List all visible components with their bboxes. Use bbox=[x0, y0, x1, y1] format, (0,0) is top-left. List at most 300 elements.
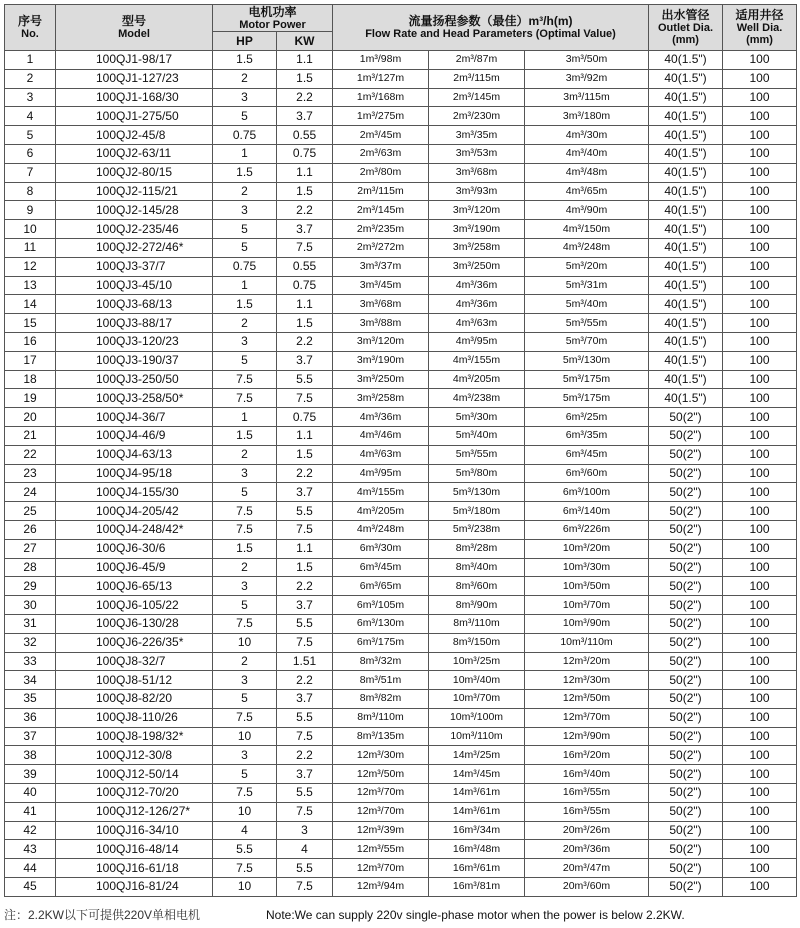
cell-hp: 2 bbox=[213, 182, 277, 201]
cell-kw: 2.2 bbox=[277, 332, 333, 351]
cell-model: 100QJ2-63/11 bbox=[56, 144, 213, 163]
cell-seq: 34 bbox=[5, 671, 56, 690]
cell-hp: 0.75 bbox=[213, 126, 277, 145]
cell-flow-1: 6m³/175m bbox=[333, 633, 429, 652]
cell-flow-1: 3m³/258m bbox=[333, 389, 429, 408]
cell-seq: 38 bbox=[5, 746, 56, 765]
cell-flow-2: 4m³/238m bbox=[429, 389, 525, 408]
table-row bbox=[5, 671, 797, 690]
cell-flow-2: 8m³/90m bbox=[429, 596, 525, 615]
cell-model: 100QJ6-65/13 bbox=[56, 577, 213, 596]
cell-hp: 7.5 bbox=[213, 370, 277, 389]
cell-flow-3: 5m³/40m bbox=[525, 295, 649, 314]
cell-flow-3: 12m³/90m bbox=[525, 727, 649, 746]
cell-flow-3: 6m³/60m bbox=[525, 464, 649, 483]
cell-model: 100QJ2-115/21 bbox=[56, 182, 213, 201]
cell-outlet: 50(2") bbox=[649, 596, 723, 615]
cell-well: 100 bbox=[723, 520, 797, 539]
cell-flow-2: 4m³/155m bbox=[429, 351, 525, 370]
cell-flow-1: 1m³/98m bbox=[333, 51, 429, 70]
cell-seq: 35 bbox=[5, 690, 56, 709]
cell-hp: 10 bbox=[213, 727, 277, 746]
cell-flow-2: 5m³/238m bbox=[429, 520, 525, 539]
footnote-cn: 注：2.2KW以下可提供220V单相电机 bbox=[4, 908, 201, 922]
cell-outlet: 50(2") bbox=[649, 784, 723, 803]
cell-model: 100QJ4-205/42 bbox=[56, 502, 213, 521]
cell-well: 100 bbox=[723, 389, 797, 408]
table-header bbox=[5, 5, 797, 51]
cell-flow-3: 3m³/115m bbox=[525, 88, 649, 107]
cell-flow-2: 10m³/70m bbox=[429, 690, 525, 709]
cell-seq: 25 bbox=[5, 502, 56, 521]
cell-outlet: 40(1.5") bbox=[649, 88, 723, 107]
cell-outlet: 40(1.5") bbox=[649, 163, 723, 182]
table-row bbox=[5, 238, 797, 257]
cell-flow-2: 4m³/63m bbox=[429, 314, 525, 333]
cell-model: 100QJ3-88/17 bbox=[56, 314, 213, 333]
table-row bbox=[5, 126, 797, 145]
cell-outlet: 50(2") bbox=[649, 426, 723, 445]
table-row bbox=[5, 257, 797, 276]
cell-flow-3: 6m³/100m bbox=[525, 483, 649, 502]
cell-flow-2: 16m³/81m bbox=[429, 878, 525, 897]
cell-kw: 1.5 bbox=[277, 558, 333, 577]
cell-well: 100 bbox=[723, 746, 797, 765]
cell-flow-1: 2m³/115m bbox=[333, 182, 429, 201]
table-row bbox=[5, 332, 797, 351]
cell-well: 100 bbox=[723, 182, 797, 201]
header-outlet-unit: (mm) bbox=[672, 34, 699, 46]
cell-flow-1: 4m³/95m bbox=[333, 464, 429, 483]
cell-hp: 1 bbox=[213, 276, 277, 295]
table-row bbox=[5, 558, 797, 577]
cell-kw: 3.7 bbox=[277, 351, 333, 370]
cell-kw: 2.2 bbox=[277, 464, 333, 483]
cell-seq: 12 bbox=[5, 257, 56, 276]
cell-outlet: 50(2") bbox=[649, 690, 723, 709]
cell-kw: 7.5 bbox=[277, 238, 333, 257]
cell-hp: 7.5 bbox=[213, 389, 277, 408]
cell-seq: 36 bbox=[5, 708, 56, 727]
footnote-en: Note:We can supply 220v single-phase motor when the power is below 2.2KW. bbox=[266, 908, 685, 922]
cell-model: 100QJ8-32/7 bbox=[56, 652, 213, 671]
cell-flow-1: 8m³/32m bbox=[333, 652, 429, 671]
cell-outlet: 40(1.5") bbox=[649, 314, 723, 333]
cell-kw: 0.55 bbox=[277, 257, 333, 276]
cell-flow-1: 3m³/37m bbox=[333, 257, 429, 276]
cell-flow-3: 5m³/31m bbox=[525, 276, 649, 295]
cell-flow-1: 12m³/39m bbox=[333, 821, 429, 840]
cell-hp: 3 bbox=[213, 464, 277, 483]
cell-well: 100 bbox=[723, 163, 797, 182]
table-row bbox=[5, 520, 797, 539]
cell-seq: 6 bbox=[5, 144, 56, 163]
cell-hp: 2 bbox=[213, 445, 277, 464]
cell-kw: 7.5 bbox=[277, 878, 333, 897]
cell-flow-2: 5m³/180m bbox=[429, 502, 525, 521]
cell-hp: 3 bbox=[213, 88, 277, 107]
cell-hp: 3 bbox=[213, 671, 277, 690]
cell-hp: 5 bbox=[213, 220, 277, 239]
cell-flow-1: 6m³/45m bbox=[333, 558, 429, 577]
cell-seq: 24 bbox=[5, 483, 56, 502]
cell-flow-2: 14m³/45m bbox=[429, 765, 525, 784]
cell-outlet: 50(2") bbox=[649, 483, 723, 502]
table-row bbox=[5, 408, 797, 427]
cell-hp: 7.5 bbox=[213, 614, 277, 633]
cell-seq: 33 bbox=[5, 652, 56, 671]
cell-model: 100QJ16-81/24 bbox=[56, 878, 213, 897]
cell-outlet: 50(2") bbox=[649, 765, 723, 784]
cell-outlet: 40(1.5") bbox=[649, 144, 723, 163]
table-row bbox=[5, 878, 797, 897]
cell-outlet: 40(1.5") bbox=[649, 276, 723, 295]
cell-model: 100QJ6-30/6 bbox=[56, 539, 213, 558]
cell-flow-2: 5m³/55m bbox=[429, 445, 525, 464]
cell-seq: 43 bbox=[5, 840, 56, 859]
cell-model: 100QJ3-37/7 bbox=[56, 257, 213, 276]
table-row bbox=[5, 708, 797, 727]
cell-outlet: 50(2") bbox=[649, 408, 723, 427]
table-row bbox=[5, 445, 797, 464]
cell-well: 100 bbox=[723, 727, 797, 746]
cell-hp: 0.75 bbox=[213, 257, 277, 276]
cell-flow-3: 3m³/180m bbox=[525, 107, 649, 126]
cell-seq: 27 bbox=[5, 539, 56, 558]
table-row bbox=[5, 746, 797, 765]
cell-seq: 31 bbox=[5, 614, 56, 633]
cell-seq: 30 bbox=[5, 596, 56, 615]
cell-well: 100 bbox=[723, 840, 797, 859]
table-row bbox=[5, 201, 797, 220]
cell-model: 100QJ16-48/14 bbox=[56, 840, 213, 859]
cell-flow-2: 4m³/95m bbox=[429, 332, 525, 351]
header-seq-en: No. bbox=[21, 28, 39, 40]
cell-model: 100QJ12-126/27* bbox=[56, 802, 213, 821]
cell-seq: 8 bbox=[5, 182, 56, 201]
cell-flow-2: 2m³/87m bbox=[429, 51, 525, 70]
cell-flow-2: 3m³/93m bbox=[429, 182, 525, 201]
cell-outlet: 40(1.5") bbox=[649, 257, 723, 276]
cell-hp: 1.5 bbox=[213, 163, 277, 182]
cell-flow-2: 5m³/80m bbox=[429, 464, 525, 483]
table-row bbox=[5, 614, 797, 633]
cell-flow-3: 5m³/130m bbox=[525, 351, 649, 370]
cell-flow-3: 4m³/248m bbox=[525, 238, 649, 257]
cell-model: 100QJ4-46/9 bbox=[56, 426, 213, 445]
cell-hp: 1.5 bbox=[213, 426, 277, 445]
cell-model: 100QJ3-190/37 bbox=[56, 351, 213, 370]
cell-seq: 37 bbox=[5, 727, 56, 746]
cell-flow-2: 10m³/40m bbox=[429, 671, 525, 690]
cell-well: 100 bbox=[723, 558, 797, 577]
cell-outlet: 40(1.5") bbox=[649, 107, 723, 126]
cell-seq: 4 bbox=[5, 107, 56, 126]
cell-flow-2: 2m³/145m bbox=[429, 88, 525, 107]
cell-well: 100 bbox=[723, 596, 797, 615]
cell-well: 100 bbox=[723, 652, 797, 671]
table-row bbox=[5, 144, 797, 163]
cell-seq: 42 bbox=[5, 821, 56, 840]
cell-well: 100 bbox=[723, 483, 797, 502]
cell-seq: 17 bbox=[5, 351, 56, 370]
cell-hp: 5 bbox=[213, 483, 277, 502]
cell-flow-1: 12m³/50m bbox=[333, 765, 429, 784]
cell-seq: 19 bbox=[5, 389, 56, 408]
cell-well: 100 bbox=[723, 765, 797, 784]
cell-kw: 5.5 bbox=[277, 784, 333, 803]
cell-seq: 3 bbox=[5, 88, 56, 107]
cell-flow-2: 5m³/130m bbox=[429, 483, 525, 502]
cell-well: 100 bbox=[723, 408, 797, 427]
cell-well: 100 bbox=[723, 220, 797, 239]
cell-flow-3: 4m³/40m bbox=[525, 144, 649, 163]
cell-well: 100 bbox=[723, 464, 797, 483]
cell-kw: 0.75 bbox=[277, 408, 333, 427]
cell-flow-2: 10m³/25m bbox=[429, 652, 525, 671]
cell-outlet: 50(2") bbox=[649, 539, 723, 558]
cell-seq: 15 bbox=[5, 314, 56, 333]
cell-hp: 7.5 bbox=[213, 520, 277, 539]
cell-hp: 10 bbox=[213, 633, 277, 652]
cell-flow-2: 2m³/230m bbox=[429, 107, 525, 126]
cell-flow-1: 2m³/80m bbox=[333, 163, 429, 182]
cell-flow-1: 2m³/63m bbox=[333, 144, 429, 163]
cell-flow-3: 20m³/47m bbox=[525, 859, 649, 878]
cell-well: 100 bbox=[723, 351, 797, 370]
cell-hp: 3 bbox=[213, 332, 277, 351]
cell-hp: 5 bbox=[213, 690, 277, 709]
cell-flow-2: 3m³/35m bbox=[429, 126, 525, 145]
cell-flow-3: 4m³/150m bbox=[525, 220, 649, 239]
cell-seq: 20 bbox=[5, 408, 56, 427]
cell-kw: 2.2 bbox=[277, 671, 333, 690]
cell-hp: 3 bbox=[213, 577, 277, 596]
cell-flow-1: 8m³/82m bbox=[333, 690, 429, 709]
cell-well: 100 bbox=[723, 577, 797, 596]
cell-model: 100QJ3-120/23 bbox=[56, 332, 213, 351]
cell-flow-1: 12m³/30m bbox=[333, 746, 429, 765]
table-row bbox=[5, 596, 797, 615]
cell-seq: 40 bbox=[5, 784, 56, 803]
pump-spec-table bbox=[4, 4, 797, 897]
header-kw-label: KW bbox=[294, 34, 315, 48]
cell-outlet: 50(2") bbox=[649, 746, 723, 765]
cell-hp: 3 bbox=[213, 746, 277, 765]
cell-seq: 13 bbox=[5, 276, 56, 295]
cell-kw: 5.5 bbox=[277, 614, 333, 633]
table-row bbox=[5, 351, 797, 370]
cell-seq: 10 bbox=[5, 220, 56, 239]
cell-flow-1: 4m³/36m bbox=[333, 408, 429, 427]
cell-kw: 3.7 bbox=[277, 765, 333, 784]
table-row bbox=[5, 502, 797, 521]
cell-flow-1: 6m³/130m bbox=[333, 614, 429, 633]
table-row bbox=[5, 784, 797, 803]
cell-kw: 5.5 bbox=[277, 502, 333, 521]
cell-well: 100 bbox=[723, 821, 797, 840]
cell-model: 100QJ12-50/14 bbox=[56, 765, 213, 784]
cell-seq: 22 bbox=[5, 445, 56, 464]
table-row bbox=[5, 220, 797, 239]
cell-flow-1: 6m³/30m bbox=[333, 539, 429, 558]
table-row bbox=[5, 859, 797, 878]
cell-model: 100QJ8-110/26 bbox=[56, 708, 213, 727]
header-well-cn: 适用井径 bbox=[735, 8, 784, 22]
header-flow bbox=[333, 5, 649, 51]
cell-kw: 7.5 bbox=[277, 633, 333, 652]
cell-kw: 1.5 bbox=[277, 69, 333, 88]
cell-kw: 0.55 bbox=[277, 126, 333, 145]
header-flow-en: Flow Rate and Head Parameters (Optimal Value) bbox=[365, 28, 616, 40]
cell-flow-1: 1m³/275m bbox=[333, 107, 429, 126]
cell-hp: 7.5 bbox=[213, 708, 277, 727]
header-well-unit: (mm) bbox=[746, 34, 773, 46]
cell-well: 100 bbox=[723, 107, 797, 126]
cell-model: 100QJ6-105/22 bbox=[56, 596, 213, 615]
cell-seq: 14 bbox=[5, 295, 56, 314]
cell-outlet: 50(2") bbox=[649, 727, 723, 746]
cell-flow-3: 6m³/140m bbox=[525, 502, 649, 521]
cell-seq: 2 bbox=[5, 69, 56, 88]
cell-model: 100QJ1-98/17 bbox=[56, 51, 213, 70]
cell-flow-2: 10m³/100m bbox=[429, 708, 525, 727]
cell-well: 100 bbox=[723, 257, 797, 276]
cell-outlet: 40(1.5") bbox=[649, 238, 723, 257]
cell-flow-1: 2m³/272m bbox=[333, 238, 429, 257]
cell-flow-3: 20m³/60m bbox=[525, 878, 649, 897]
table-row bbox=[5, 163, 797, 182]
cell-flow-1: 1m³/168m bbox=[333, 88, 429, 107]
cell-kw: 1.5 bbox=[277, 445, 333, 464]
cell-hp: 7.5 bbox=[213, 859, 277, 878]
cell-seq: 18 bbox=[5, 370, 56, 389]
cell-flow-1: 3m³/190m bbox=[333, 351, 429, 370]
cell-kw: 2.2 bbox=[277, 577, 333, 596]
cell-flow-3: 20m³/26m bbox=[525, 821, 649, 840]
cell-well: 100 bbox=[723, 51, 797, 70]
cell-flow-1: 4m³/46m bbox=[333, 426, 429, 445]
cell-model: 100QJ2-145/28 bbox=[56, 201, 213, 220]
header-power-en: Motor Power bbox=[239, 18, 306, 31]
cell-flow-3: 4m³/90m bbox=[525, 201, 649, 220]
cell-kw: 3.7 bbox=[277, 107, 333, 126]
cell-model: 100QJ6-226/35* bbox=[56, 633, 213, 652]
cell-well: 100 bbox=[723, 238, 797, 257]
cell-kw: 3 bbox=[277, 821, 333, 840]
cell-flow-1: 4m³/155m bbox=[333, 483, 429, 502]
cell-flow-3: 10m³/30m bbox=[525, 558, 649, 577]
cell-flow-1: 6m³/105m bbox=[333, 596, 429, 615]
cell-flow-1: 12m³/55m bbox=[333, 840, 429, 859]
cell-flow-3: 6m³/35m bbox=[525, 426, 649, 445]
cell-hp: 10 bbox=[213, 802, 277, 821]
cell-flow-3: 10m³/50m bbox=[525, 577, 649, 596]
cell-well: 100 bbox=[723, 671, 797, 690]
header-hp bbox=[213, 32, 277, 51]
cell-seq: 5 bbox=[5, 126, 56, 145]
cell-outlet: 50(2") bbox=[649, 464, 723, 483]
cell-hp: 4 bbox=[213, 821, 277, 840]
cell-model: 100QJ2-80/15 bbox=[56, 163, 213, 182]
cell-kw: 3.7 bbox=[277, 596, 333, 615]
table-row bbox=[5, 577, 797, 596]
cell-outlet: 40(1.5") bbox=[649, 370, 723, 389]
cell-model: 100QJ1-127/23 bbox=[56, 69, 213, 88]
table-row bbox=[5, 107, 797, 126]
cell-kw: 1.1 bbox=[277, 426, 333, 445]
cell-flow-1: 12m³/70m bbox=[333, 859, 429, 878]
cell-seq: 21 bbox=[5, 426, 56, 445]
cell-kw: 1.5 bbox=[277, 314, 333, 333]
cell-flow-1: 6m³/65m bbox=[333, 577, 429, 596]
cell-model: 100QJ6-130/28 bbox=[56, 614, 213, 633]
table-row bbox=[5, 840, 797, 859]
cell-outlet: 50(2") bbox=[649, 614, 723, 633]
table-row bbox=[5, 821, 797, 840]
cell-flow-3: 10m³/90m bbox=[525, 614, 649, 633]
cell-seq: 29 bbox=[5, 577, 56, 596]
cell-seq: 39 bbox=[5, 765, 56, 784]
cell-kw: 7.5 bbox=[277, 520, 333, 539]
cell-seq: 26 bbox=[5, 520, 56, 539]
cell-model: 100QJ2-45/8 bbox=[56, 126, 213, 145]
cell-outlet: 40(1.5") bbox=[649, 389, 723, 408]
cell-hp: 1.5 bbox=[213, 51, 277, 70]
header-power-cn: 电机功率 bbox=[248, 4, 297, 19]
cell-well: 100 bbox=[723, 276, 797, 295]
cell-well: 100 bbox=[723, 633, 797, 652]
cell-kw: 2.2 bbox=[277, 88, 333, 107]
cell-flow-1: 1m³/127m bbox=[333, 69, 429, 88]
cell-flow-2: 16m³/34m bbox=[429, 821, 525, 840]
table-row bbox=[5, 539, 797, 558]
cell-model: 100QJ1-275/50 bbox=[56, 107, 213, 126]
cell-hp: 3 bbox=[213, 201, 277, 220]
cell-hp: 1 bbox=[213, 408, 277, 427]
cell-flow-3: 12m³/20m bbox=[525, 652, 649, 671]
cell-outlet: 40(1.5") bbox=[649, 351, 723, 370]
cell-hp: 2 bbox=[213, 314, 277, 333]
table-row bbox=[5, 182, 797, 201]
cell-outlet: 40(1.5") bbox=[649, 126, 723, 145]
table-row bbox=[5, 389, 797, 408]
cell-model: 100QJ2-272/46* bbox=[56, 238, 213, 257]
table-row bbox=[5, 295, 797, 314]
cell-outlet: 50(2") bbox=[649, 671, 723, 690]
spec-table-wrapper bbox=[4, 4, 796, 897]
cell-model: 100QJ8-51/12 bbox=[56, 671, 213, 690]
header-outlet-en: Outlet Dia. bbox=[658, 22, 714, 34]
table-row bbox=[5, 802, 797, 821]
header-outlet bbox=[649, 5, 723, 51]
table-row bbox=[5, 765, 797, 784]
cell-outlet: 50(2") bbox=[649, 520, 723, 539]
cell-model: 100QJ3-68/13 bbox=[56, 295, 213, 314]
cell-flow-2: 2m³/115m bbox=[429, 69, 525, 88]
cell-flow-3: 3m³/92m bbox=[525, 69, 649, 88]
cell-flow-1: 8m³/51m bbox=[333, 671, 429, 690]
cell-hp: 5.5 bbox=[213, 840, 277, 859]
cell-well: 100 bbox=[723, 88, 797, 107]
cell-flow-2: 16m³/61m bbox=[429, 859, 525, 878]
cell-well: 100 bbox=[723, 295, 797, 314]
table-row bbox=[5, 690, 797, 709]
cell-seq: 11 bbox=[5, 238, 56, 257]
cell-hp: 5 bbox=[213, 765, 277, 784]
cell-hp: 7.5 bbox=[213, 784, 277, 803]
cell-outlet: 50(2") bbox=[649, 840, 723, 859]
